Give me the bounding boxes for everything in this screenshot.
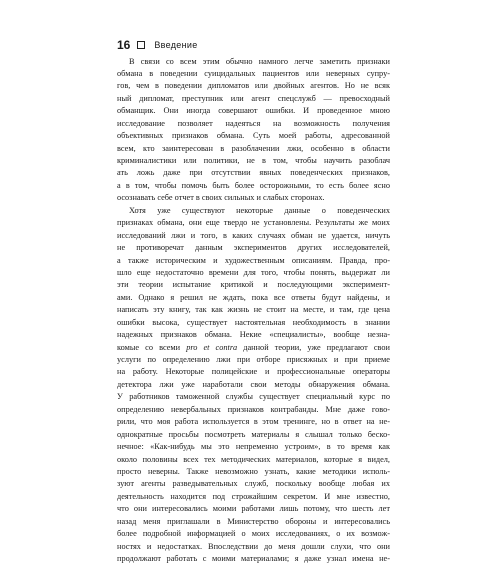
text-line: ный дипломат, преступник или агент спецслужб — превосходный [117, 93, 390, 105]
text-line: ностях и недостатках. Впоследствии до меня дошли слухи, что они [117, 541, 390, 553]
text-line: В связи со всем этим обычно намного легче заметить признаки [117, 56, 390, 68]
text-line: просто неверны. Также невозможно узнать, какие методики исполь- [117, 466, 390, 478]
text-line: ошибки высока, существует настоятельная необходимость в знании [117, 317, 390, 329]
text-line: ами. Однако я решил не ждать, пока все ответы будут найдены, и [117, 292, 390, 304]
text-line: надежных признаков обмана. Некие «специалисты», вообще незна- [117, 329, 390, 341]
text-line: а в том, чтобы помочь быть более осторожными, то есть более ясно [117, 180, 390, 192]
text-line: более подробной информацией о моих исследованиях, о их возмож- [117, 528, 390, 540]
text-line: продолжают работать с моими материалами; я даже узнал имена не- [117, 553, 390, 565]
text-line: около половины всех тех методических материалов, которые я видел, [117, 454, 390, 466]
italic-phrase: pro et contra [186, 343, 237, 352]
text-line: рили, что моя работа используется в этом тренинге, но в ответ на не- [117, 416, 390, 428]
text-line: деятельность находится под строжайшим секретом. И мне известно, [117, 491, 390, 503]
text-line: однократные просьбы посмотреть материалы я слышал только беско- [117, 429, 390, 441]
text-line: назад меня приглашали в Министерство обороны и интересовались [117, 516, 390, 528]
square-bullet-icon [137, 41, 145, 49]
text-line: нечное: «Как-нибудь мы это непременно устроим», в то время как [117, 441, 390, 453]
body-text [117, 56, 390, 565]
text-line: написать эту книгу, так как жизнь не стоит на месте, и там, где цена [117, 304, 390, 316]
text-line: ать ложь даже при отсутствии явных поведенческих признаков, [117, 167, 390, 179]
text-line: определению невербальных признаков контрабанды. Мне даже гово- [117, 404, 390, 416]
text-line: а также историческим и художественным описаниям. Правда, про- [117, 255, 390, 267]
text-line: обманщик. Они иногда совершают ошибки. И проведенное мною [117, 105, 390, 117]
text-line: Хотя уже существуют некоторые данные о поведенческих [117, 205, 390, 217]
text-line: исследование позволяет надеяться на возможность получения [117, 118, 390, 130]
text-line: осознавать себе отчет в своих сильных и слабых сторонах. [117, 192, 390, 204]
section-title: Введение [154, 38, 197, 52]
text-line: объективных признаков обмана. Суть моей работы, адресованной [117, 130, 390, 142]
text-line: услуги по определению лжи при отборе присяжных и при приеме [117, 354, 390, 366]
text-line: криминалистики или политики, не в том, чтобы научить разоблач [117, 155, 390, 167]
text-line: что они интересовались моими работами лишь потому, что шесть лет [117, 503, 390, 515]
text-line: детектора лжи уже наработали свои методы обнаружения обмана. [117, 379, 390, 391]
running-header [117, 38, 198, 52]
text-line: комые со всеми pro et contra данной теории, уже предлагают свои [117, 342, 390, 354]
text-line: гов, чем в поведении дипломатов или двойных агентов. Но не всяк [117, 80, 390, 92]
page-number: 16 [117, 38, 130, 52]
text-line: на работу. Некоторые полицейские и профессиональные операторы [117, 366, 390, 378]
text-line: шло еще недостаточно времени для того, чтобы понять, выдержат ли [117, 267, 390, 279]
text-line: обмана в поведении суицидальных пациентов или неверных супру- [117, 68, 390, 80]
text-line: У работников таможенной службы существует специальный курс по [117, 391, 390, 403]
text-line: зуют агенты разведывательных служб, поскольку вообще любая их [117, 478, 390, 490]
text-line: исследований лжи и того, в каких случаях обман не удается, ничуть [117, 230, 390, 242]
text-line: эти теории испытание критикой и последующими эксперимент- [117, 279, 390, 291]
text-line: всем, кто заинтересован в разоблачении лжи, особенно в области [117, 143, 390, 155]
text-line: не противоречат данным экспериментов других исследователей, [117, 242, 390, 254]
text-line: признаках обмана, они еще твердо не установлены. Результаты же моих [117, 217, 390, 229]
